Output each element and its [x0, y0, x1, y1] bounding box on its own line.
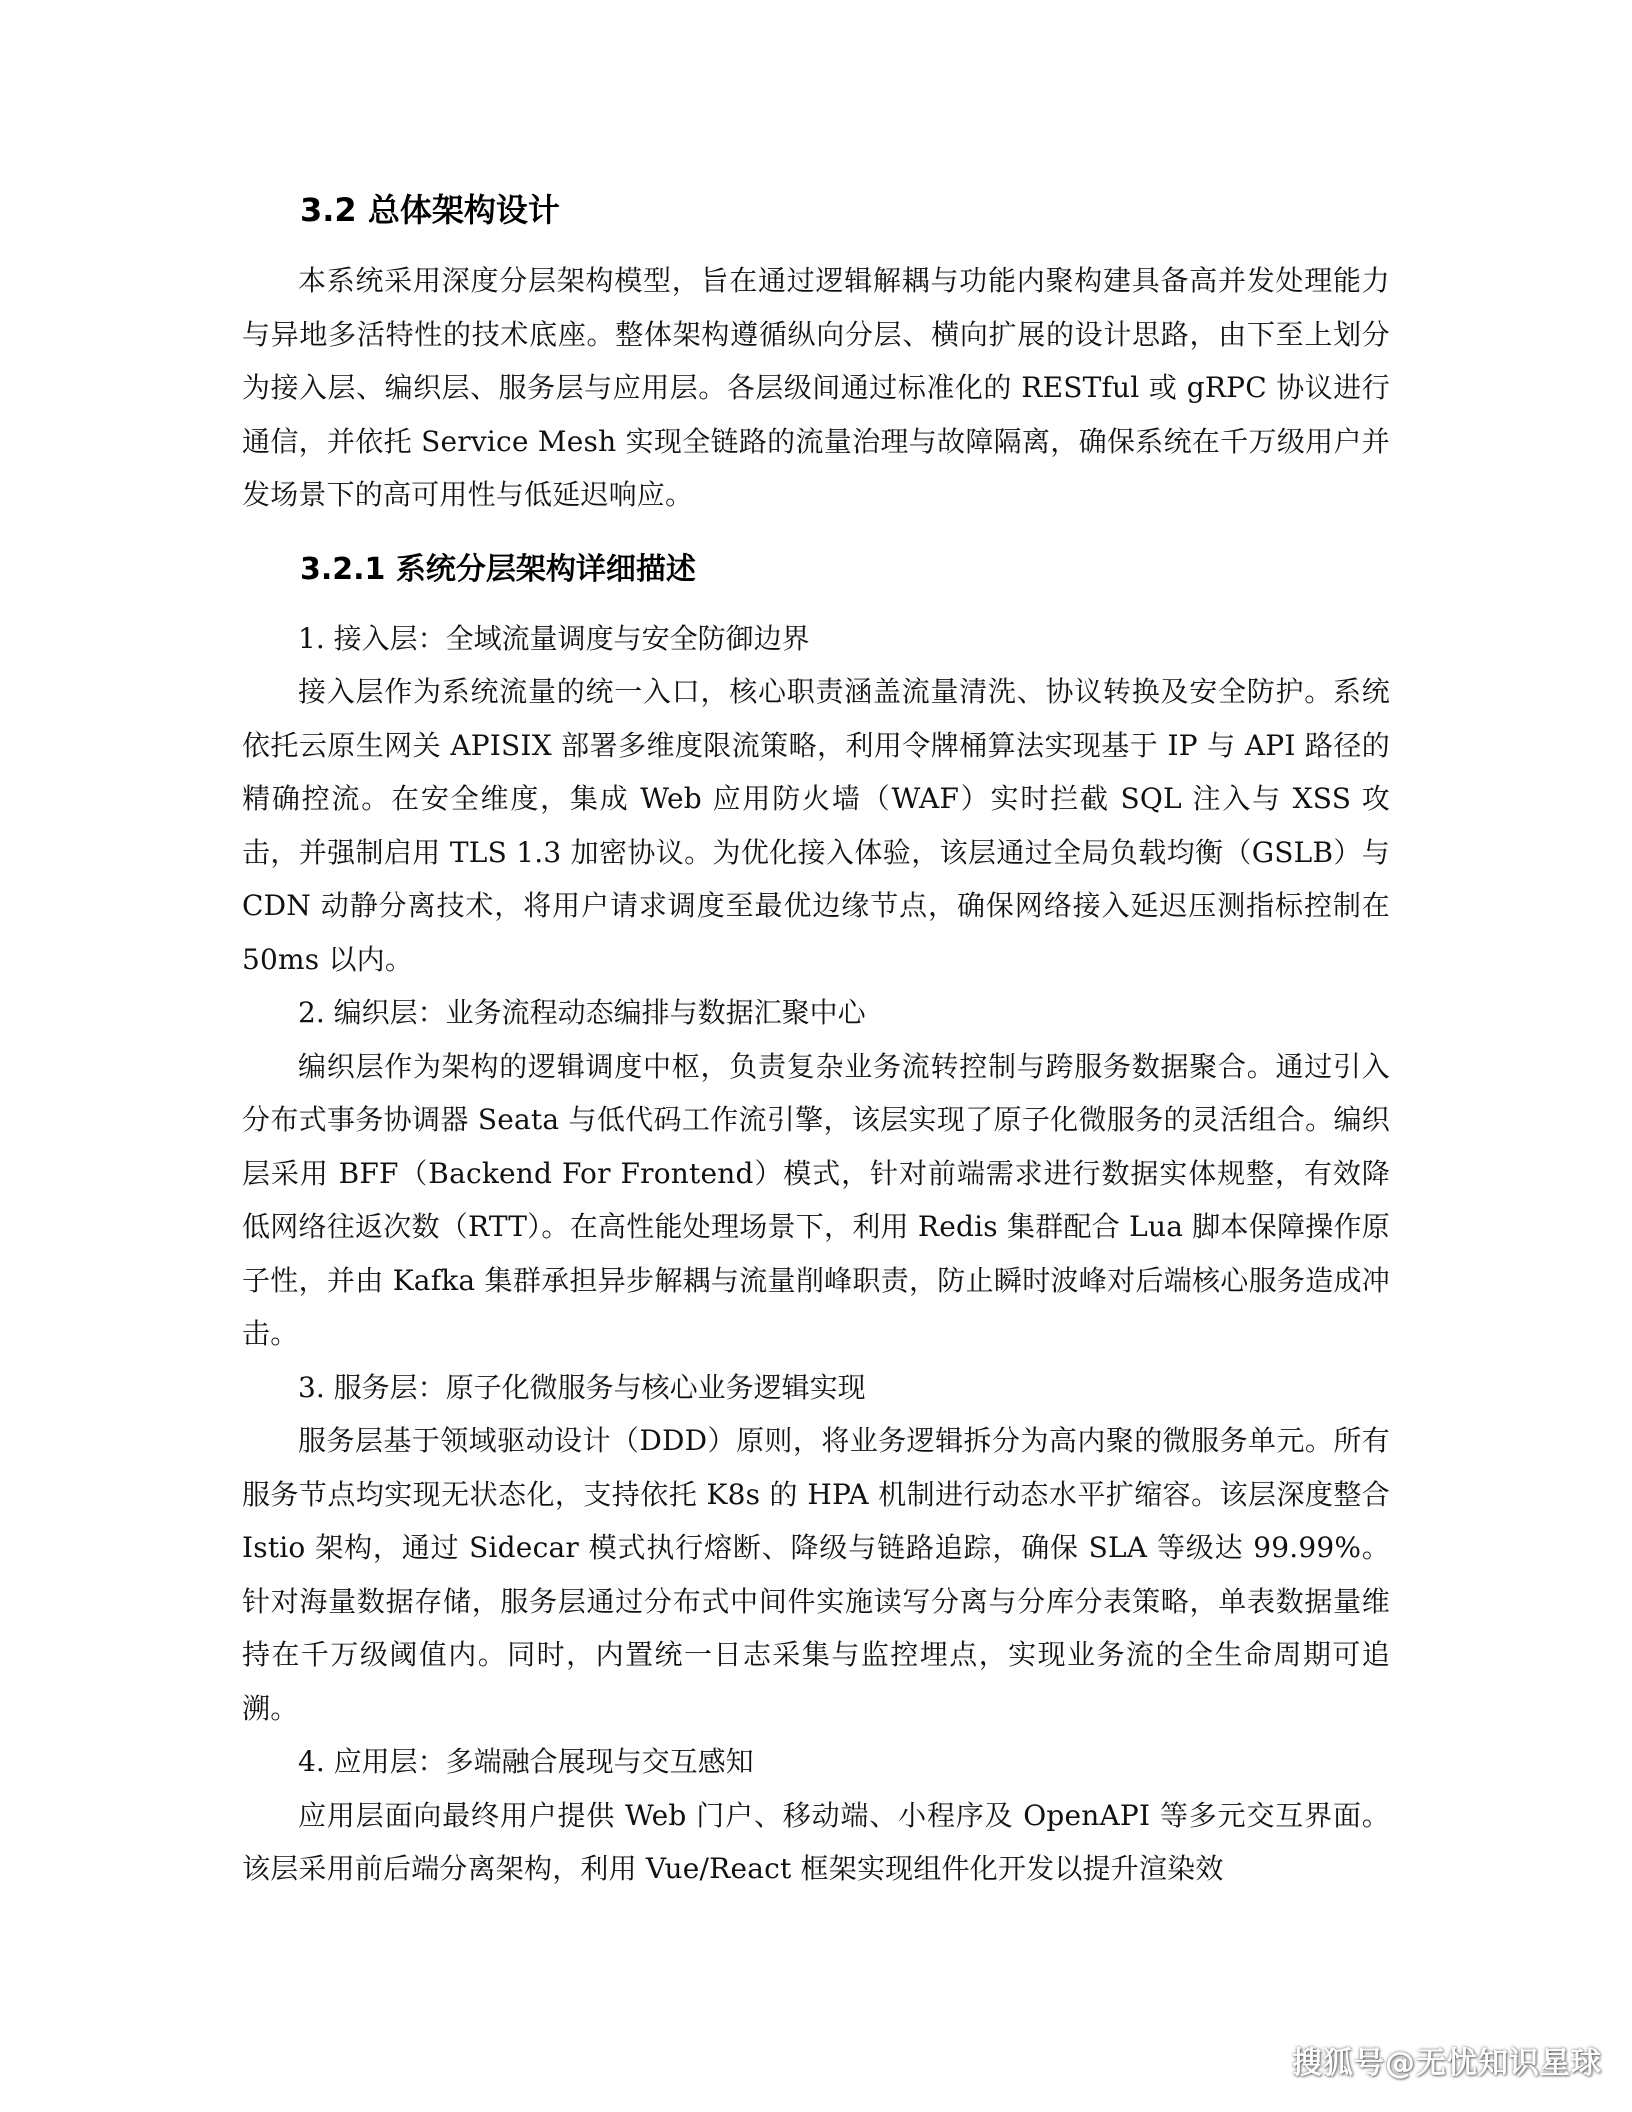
section-title: 3.2 总体架构设计 — [300, 191, 560, 229]
section-intro-paragraph: 本系统采用深度分层架构模型，旨在通过逻辑解耦与功能内聚构建具备高并发处理能力与异地多活特性的技术底座。整体架构遵循纵向分层、横向扩展的设计思路，由下至上划分为接入层、编织层、服务层与应用层。各层级间通过标准化的 RESTful 或 gRPC 协议进行通信，并依托 Service Mesh 实现全链路的流量治理与故障隔离，确保系统在千万级用户并发场景下的高可用性与低延迟响应。 — [242, 264, 1390, 511]
layer-heading-application: 4. 应用层：多端融合展现与交互感知 — [298, 1745, 754, 1778]
layer-heading-access: 1. 接入层：全域流量调度与安全防御边界 — [298, 621, 810, 655]
layer-body-orchestration: 编织层作为架构的逻辑调度中枢，负责复杂业务流转控制与跨服务数据聚合。通过引入分布式事务协调器 Seata 与低代码工作流引擎，该层实现了原子化微服务的灵活组合。编织层采用 BFF（Backend For Frontend）模式，针对前端需求进行数据实体规整，有效降低网络往返次数（RTT）。在高性能处理场景下，利用 Redis 集群配合 Lua 脚本保障操作原子性，并由 Kafka 集群承担异步解耦与流量削峰职责，防止瞬时波峰对后端核心服务造成冲击。 — [242, 1049, 1390, 1350]
document-content — [242, 190, 1390, 1896]
layer-body-application: 应用层面向最终用户提供 Web 门户、移动端、小程序及 OpenAPI 等多元交互界面。该层采用前后端分离架构，利用 Vue/React 框架实现组件化开发以提升渲染效 — [242, 1798, 1390, 1885]
layer-heading-orchestration: 2. 编织层：业务流程动态编排与数据汇聚中心 — [298, 996, 866, 1029]
layer-body-access: 接入层作为系统流量的统一入口，核心职责涵盖流量清洗、协议转换及安全防护。系统依托云原生网关 APISIX 部署多维度限流策略，利用令牌桶算法实现基于 IP 与 API 路径的精确控流。在安全维度，集成 Web 应用防火墙（WAF）实时拦截 SQL 注入与 XSS 攻击，并强制启用 TLS 1.3 加密协议。为优化接入体验，该层通过全局负载均衡（GSLB）与 CDN 动静分离技术，将用户请求调度至最优边缘节点，确保网络接入延迟压测指标控制在 50ms 以内。 — [242, 675, 1390, 976]
watermark: 搜狐号@无忧知识星球 — [1292, 2046, 1602, 2081]
layer-heading-service: 3. 服务层：原子化微服务与核心业务逻辑实现 — [298, 1370, 866, 1404]
layer-body-service: 服务层基于领域驱动设计（DDD）原则，将业务逻辑拆分为高内聚的微服务单元。所有服务节点均实现无状态化，支持依托 K8s 的 HPA 机制进行动态水平扩缩容。该层深度整合 Istio 架构，通过 Sidecar 模式执行熔断、降级与链路追踪，确保 SLA 等级达 99.99%。针对海量数据存储，服务层通过分布式中间件实施读写分离与分库分表策略，单表数据量维持在千万级阈值内。同时，内置统一日志采集与监控埋点，实现业务流的全生命周期可追溯。 — [242, 1424, 1390, 1725]
subsection-title: 3.2.1 系统分层架构详细描述 — [300, 551, 696, 587]
